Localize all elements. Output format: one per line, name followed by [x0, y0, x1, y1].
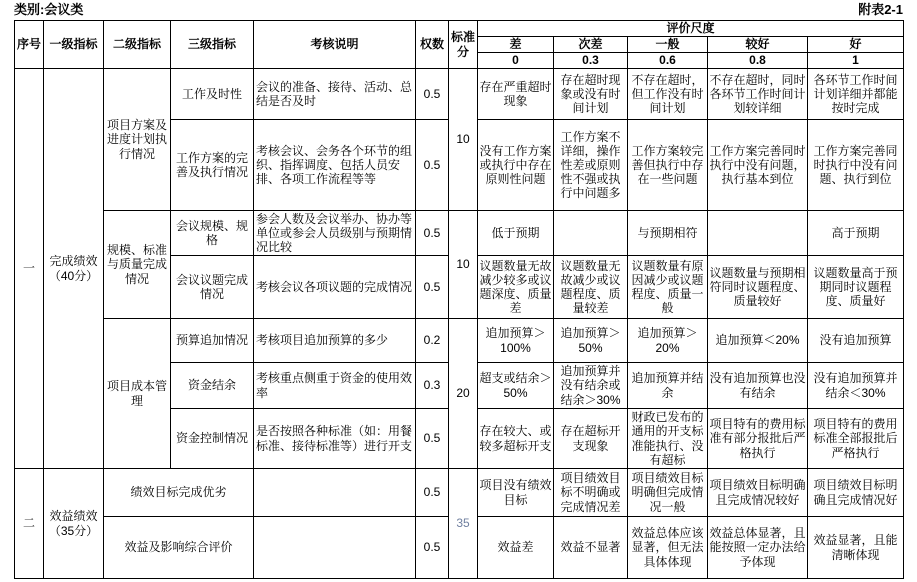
cell-scale-poor: 没有工作方案或执行中存在原则性问题: [478, 120, 554, 211]
cell-level1-group2: 效益绩效（35分）: [44, 469, 104, 579]
header-scale-excellent: 好: [808, 37, 904, 53]
cell-scale-excellent: 效益显著，且能清晰体现: [808, 517, 904, 579]
header-scale-poor: 差: [478, 37, 554, 53]
table-row: [15, 469, 904, 517]
cell-description: 考核项目追加预算的多少: [254, 319, 416, 363]
cell-level3: 效益及影响综合评价: [104, 517, 254, 579]
cell-scale-poor: 低于预期: [478, 211, 554, 256]
cell-description: 参会人数及会议举办、协办等单位或参会人员级别与预期情况比较: [254, 211, 416, 256]
cell-scale-average: 工作方案较完善但执行中存在一些问题: [628, 120, 708, 211]
header-scale-group: 评价尺度: [478, 21, 904, 37]
header-scale-good: 较好: [708, 37, 808, 53]
cell-scale-good: 项目绩效目标明确且完成情况较好: [708, 469, 808, 517]
cell-scale-good: 项目特有的费用标准有部分报批后严格执行: [708, 409, 808, 469]
cell-weight: 0.5: [416, 517, 449, 579]
cell-level3: 资金控制情况: [171, 409, 254, 469]
cell-description: 是否按照各种标准（如：用餐标准、接待标准等）进行开支: [254, 409, 416, 469]
cell-scale-average: 效益总体应该显著，但无法具体体现: [628, 517, 708, 579]
cell-scale-subpar: 效益不显著: [554, 517, 628, 579]
cell-scale-poor: 追加预算＞100%: [478, 319, 554, 363]
cell-scale-good: 议题数量与预期相符同时议题程度、质量较好: [708, 256, 808, 319]
cell-description: [254, 517, 416, 579]
cell-scale-subpar: 工作方案不详细，操作性差或原则性不强或执行中问题多: [554, 120, 628, 211]
attachment-label: 附表2-1: [858, 2, 903, 17]
cell-scale-poor: 效益差: [478, 517, 554, 579]
cell-description: [254, 469, 416, 517]
cell-scale-good: 没有追加预算也没有结余: [708, 363, 808, 409]
cell-scale-excellent: 议题数量高于预期同时议题程度、质量好: [808, 256, 904, 319]
table-row: [15, 319, 904, 363]
cell-description: 考核会议、会务各个环节的组织、指挥调度、包括人员安排、各项工作流程等等: [254, 120, 416, 211]
cell-scale-good: 不存在超时，同时各环节工作时间计划较详细: [708, 69, 808, 120]
cell-level3: 工作及时性: [171, 69, 254, 120]
cell-level3: 工作方案的完善及执行情况: [171, 120, 254, 211]
cell-scale-good: [708, 211, 808, 256]
header-score-subpar: 0.3: [554, 53, 628, 69]
cell-weight: 0.5: [416, 409, 449, 469]
cell-scale-excellent: 项目绩效目标明确且完成情况好: [808, 469, 904, 517]
cell-scale-excellent: 没有追加预算: [808, 319, 904, 363]
cell-standard-score-block1: 10: [449, 69, 478, 211]
cell-scale-average: 追加预算并结余: [628, 363, 708, 409]
header-row-1: [15, 21, 904, 37]
cell-serial-group1: 一: [15, 69, 44, 469]
table-row: [15, 211, 904, 256]
cell-standard-score-block2: 10: [449, 211, 478, 319]
evaluation-table: [14, 20, 904, 579]
cell-scale-subpar: 存在超时现象或没有时间计划: [554, 69, 628, 120]
cell-scale-subpar: [554, 211, 628, 256]
cell-scale-average: 项目绩效目标明确但完成情况一般: [628, 469, 708, 517]
cell-standard-score-block3: 20: [449, 319, 478, 469]
cell-scale-average: 不存在超时，但工作没有时间计划: [628, 69, 708, 120]
cell-description: 会议的准备、接待、活动、总结是否及时: [254, 69, 416, 120]
cell-scale-average: 财政已发布的通用的开支标准能执行、没有超标: [628, 409, 708, 469]
header-scale-subpar: 次差: [554, 37, 628, 53]
table-row: [15, 69, 904, 120]
cell-serial-group2: 二: [15, 469, 44, 579]
cell-scale-poor: 议题数量无故减少较多或议题深度、质量差: [478, 256, 554, 319]
cell-scale-excellent: 项目特有的费用标准全部报批后严格执行: [808, 409, 904, 469]
cell-standard-score-block4: 35: [449, 469, 478, 579]
cell-scale-excellent: 工作方案完善同时执行中没有问题、执行到位: [808, 120, 904, 211]
cell-level3: 绩效目标完成优劣: [104, 469, 254, 517]
header-score-poor: 0: [478, 53, 554, 69]
cell-scale-average: 议题数量有原因减少或议题程度、质量一般: [628, 256, 708, 319]
cell-scale-excellent: 各环节工作时间计划详细并都能按时完成: [808, 69, 904, 120]
cell-weight: 0.5: [416, 69, 449, 120]
cell-scale-poor: 存在严重超时现象: [478, 69, 554, 120]
cell-weight: 0.5: [416, 469, 449, 517]
cell-weight: 0.5: [416, 120, 449, 211]
page-header: [14, 2, 903, 18]
cell-level3: 资金结余: [171, 363, 254, 409]
cell-level1-group1: 完成绩效（40分）: [44, 69, 104, 469]
cell-scale-average: 与预期相符: [628, 211, 708, 256]
cell-level2-block1: 项目方案及进度计划执行情况: [104, 69, 171, 211]
cell-weight: 0.2: [416, 319, 449, 363]
cell-description: 考核会议各项议题的完成情况: [254, 256, 416, 319]
header-level3: 三级指标: [171, 21, 254, 69]
cell-scale-average: 追加预算＞20%: [628, 319, 708, 363]
header-standard-score: 标准分: [449, 21, 478, 69]
cell-scale-good: 工作方案完善同时执行中没有问题，执行基本到位: [708, 120, 808, 211]
header-score-good: 0.8: [708, 53, 808, 69]
header-serial: 序号: [15, 21, 44, 69]
cell-weight: 0.5: [416, 256, 449, 319]
header-score-average: 0.6: [628, 53, 708, 69]
header-weight: 权数: [416, 21, 449, 69]
cell-scale-subpar: 追加预算并没有结余或结余＞30%: [554, 363, 628, 409]
cell-scale-excellent: 没有追加预算并结余＜30%: [808, 363, 904, 409]
cell-scale-subpar: 议题数量无故减少或议题程度、质量较差: [554, 256, 628, 319]
cell-level3: 会议规模、规格: [171, 211, 254, 256]
cell-level3: 会议议题完成情况: [171, 256, 254, 319]
cell-weight: 0.5: [416, 211, 449, 256]
cell-scale-poor: 存在较大、或较多超标开支: [478, 409, 554, 469]
cell-scale-subpar: 存在超标开支现象: [554, 409, 628, 469]
header-description: 考核说明: [254, 21, 416, 69]
cell-scale-good: 效益总体显著，且能按照一定办法给予体现: [708, 517, 808, 579]
cell-scale-subpar: 追加预算＞50%: [554, 319, 628, 363]
category-label: 类别:会议类: [14, 2, 84, 17]
cell-scale-excellent: 高于预期: [808, 211, 904, 256]
cell-level3: 预算追加情况: [171, 319, 254, 363]
header-scale-average: 一般: [628, 37, 708, 53]
header-level2: 二级指标: [104, 21, 171, 69]
cell-scale-poor: 项目没有绩效目标: [478, 469, 554, 517]
cell-description: 考核重点侧重于资金的使用效率: [254, 363, 416, 409]
cell-scale-good: 追加预算＜20%: [708, 319, 808, 363]
header-level1: 一级指标: [44, 21, 104, 69]
cell-scale-poor: 超支或结余＞50%: [478, 363, 554, 409]
cell-level2-block2: 规模、标准与质量完成情况: [104, 211, 171, 319]
cell-level2-block3: 项目成本管理: [104, 319, 171, 469]
header-score-excellent: 1: [808, 53, 904, 69]
cell-weight: 0.3: [416, 363, 449, 409]
cell-scale-subpar: 项目绩效目标不明确或完成情况差: [554, 469, 628, 517]
